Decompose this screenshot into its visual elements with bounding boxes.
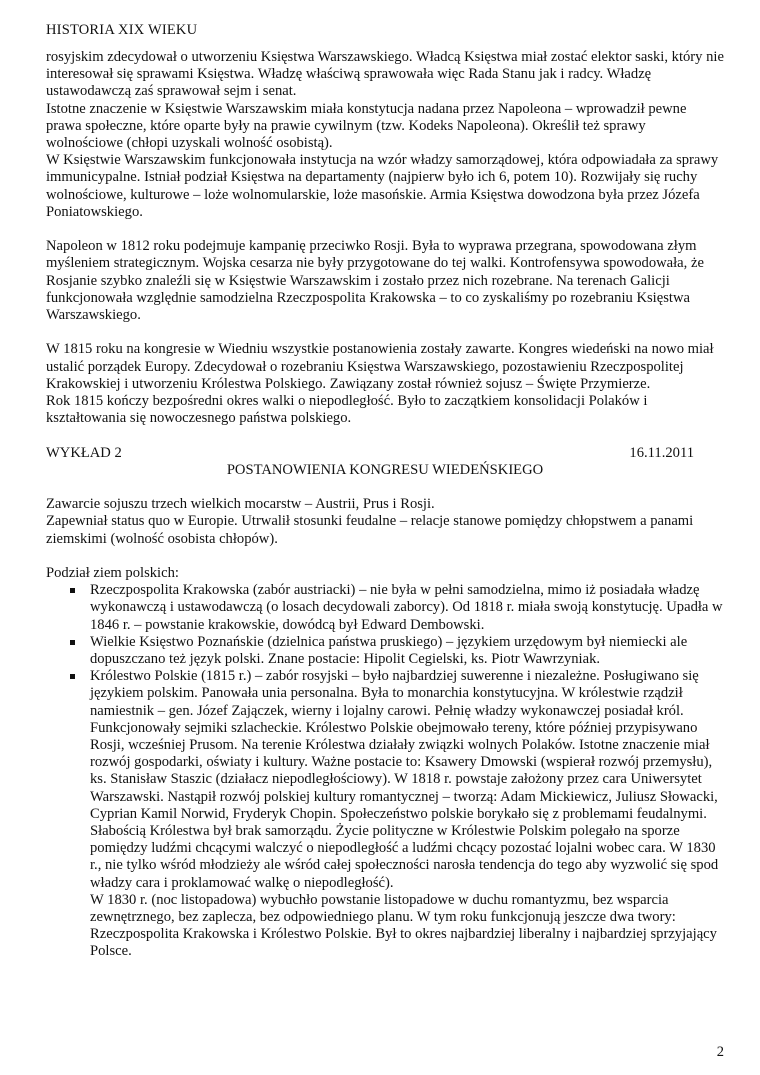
page-number: 2 [716,1044,724,1060]
section-title: POSTANOWIENIA KONGRESU WIEDEŃSKIEGO [226,461,544,478]
paragraph: Zapewniał status quo w Europie. Utrwalił stosunki feudalne – relacje stanowe pomiędzy chłopstwem a panami ziemskimi (wolność osobista chłopów). [46,513,694,547]
paragraph: rosyjskim zdecydował o utworzeniu Księstwa Warszawskiego. Władcą Księstwa miał zostać elektor saski, który nie interesował się sprawami Księstwa. Władzę właściwą sprawowała więc Rada Stanu jak i radcy. Władzę ustawodawczą zaś sprawował sejm i senat. [46,49,724,100]
list-item: Królestwo Polskie (1815 r.) – zabór rosyjski – było najbardziej suwerenne i niezależne. Posługiwano się językiem polskim. Panowała unia personalna. Była to monarchia konstytucyjna. W królestwie rządził namiestnik – gen. Józef Zajączek, wierny i lojalny carowi. Pełnię władzy wykonawczej posiadał król. Funkcjonowały sejmiki szlacheckie. Królestwo Polskie obejmowało tereny, które później przypisywano Rosji, wcześniej Prusom. Na terenie Królestwa działały związki wolnych Polaków. Istotne znaczenie miał rozwój gospodarki, oświaty i kultury. Ważne postacie to: Ksawery Dmowski (wspierał rozwój przemysłu), ks. Stanisław Staszic (działacz niepodległościowy). W 1818 r. powstaje założony przez cara Uniwersytet Warszawski. Nastąpił rozwój polskiej kultury romantycznej – tworzą: Adam Mickiewicz, Juliusz Słowacki, Cyprian Kamil Norwid, Fryderyk Chopin. Społeczeństwo polskie borykało się z problemami feudalnymi. Słabością Królestwa był brak samorządu. Życie polityczne w Królestwie Polskim polegało na sporze pomiędzy ludźmi chcącymi walczyć o niepodległość a ludźmi chcący pozostać lojalni wobec cara. W 1830 r., nie tylko wśród młodzieży ale wśród całej społeczności narosła tendencja do tego aby wyzwolić się spod władzy cara i proklamować walkę o niepodległość). [46,668,724,892]
list-item: Wielkie Księstwo Poznańskie (dzielnica państwa pruskiego) – językiem urzędowym był niemiecki ale dopuszczano też język polski. Znane postacie: Hipolit Cegielski, ks. Piotr Wawrzyniak. [46,634,724,668]
blank-line [46,479,724,496]
paragraph: Zawarcie sojuszu trzech wielkich mocarstw – Austrii, Prus i Rosji. [46,496,435,513]
list-continuation-paragraph: W 1830 r. (noc listopadowa) wybuchło powstanie listopadowe w duchu romantyzmu, bez wsparcia zewnętrznego, bez zaplecza, bez odpowiedniego planu. W tym roku funkcjonują jeszcze dwa twory: Rzeczpospolita Krakowska i Królestwo Polskie. Był to okres najbardziej liberalny i najbardziej sprzyjający Polsce. [90,891,717,960]
running-header: HISTORIA XIX WIEKU [46,22,198,38]
blank-line [46,324,724,341]
paragraph: Istotne znaczenie w Księstwie Warszawskim miała konstytucja nadana przez Napoleona – wprowadził pewne prawa społeczne, które oparte były na prawie cywilnym (tzw. Kodeks Napoleona). Określił też sprawy wolnościowe (chłopi uzyskali wolność osobistą). [46,100,687,152]
lecture-header [46,445,724,462]
paragraph: Napoleon w 1812 roku podejmuje kampanię przeciwko Rosji. Była to wyprawa przegrana, spowodowana złym myśleniem strategicznym. Wojska cesarza nie były przygotowane do tej walki. Kontrofensywa spowodowała, że Rosjanie szybko znaleźli się w Księstwie Warszawskim i zostało przez nich rozebrane. Na terenach Galicji funkcjonowała względnie samodzielna Rzeczpospolita Krakowska – to co zyskaliśmy po rozebraniu Księstwa Warszawskiego. [46,238,704,324]
lecture-date: 16.11.2011 [629,444,694,461]
blank-line [46,548,724,565]
list-item: Rzeczpospolita Krakowska (zabór austriacki) – nie była w pełni samodzielna, mimo iż posiadała władzę wykonawczą i ustawodawczą (o losach decydowali zaborcy). Od 1818 r. miała swoją konstytucję. Upadła w 1846 r. – powstanie krakowskie, dowódcą był Edward Dembowski. [46,582,724,634]
paragraph: W Księstwie Warszawskim funkcjonowała instytucja na wzór władzy samorządowej, która odpowiadała za sprawy immunicypalne. Istniał podział Księstwa na departamenty (najpierw było ich 6, potem 10). Rozwijały się ruchy wolnościowe, kulturowe – loże wolnomularskie, loże masońskie. Armia Księstwa dowodzona była przez Józefa Poniatowskiego. [46,152,719,220]
list-heading: Podział ziem polskich: [46,565,179,581]
blank-line [46,427,724,444]
paragraph: W 1815 roku na kongresie w Wiedniu wszystkie postanowienia zostały zawarte. Kongres wiedeński na nowo miał ustalić porządek Europy. Zdecydował o rozebraniu Księstwa Warszawskiego, pozostawieniu Rzeczpospolitej Krakowskiej i utworzeniu Królestwa Polskiego. Zawiązany został również sojusz – Święte Przymierze. [46,341,714,392]
blank-line [46,221,724,238]
division-list [46,582,724,892]
paragraph: Rok 1815 kończy bezpośredni okres walki o niepodległość. Było to zaczątkiem konsolidacji Polaków i kształtowania się nowoczesnego państwa polskiego. [46,393,648,427]
page-content [46,49,724,961]
lecture-label: WYKŁAD 2 [46,444,122,461]
